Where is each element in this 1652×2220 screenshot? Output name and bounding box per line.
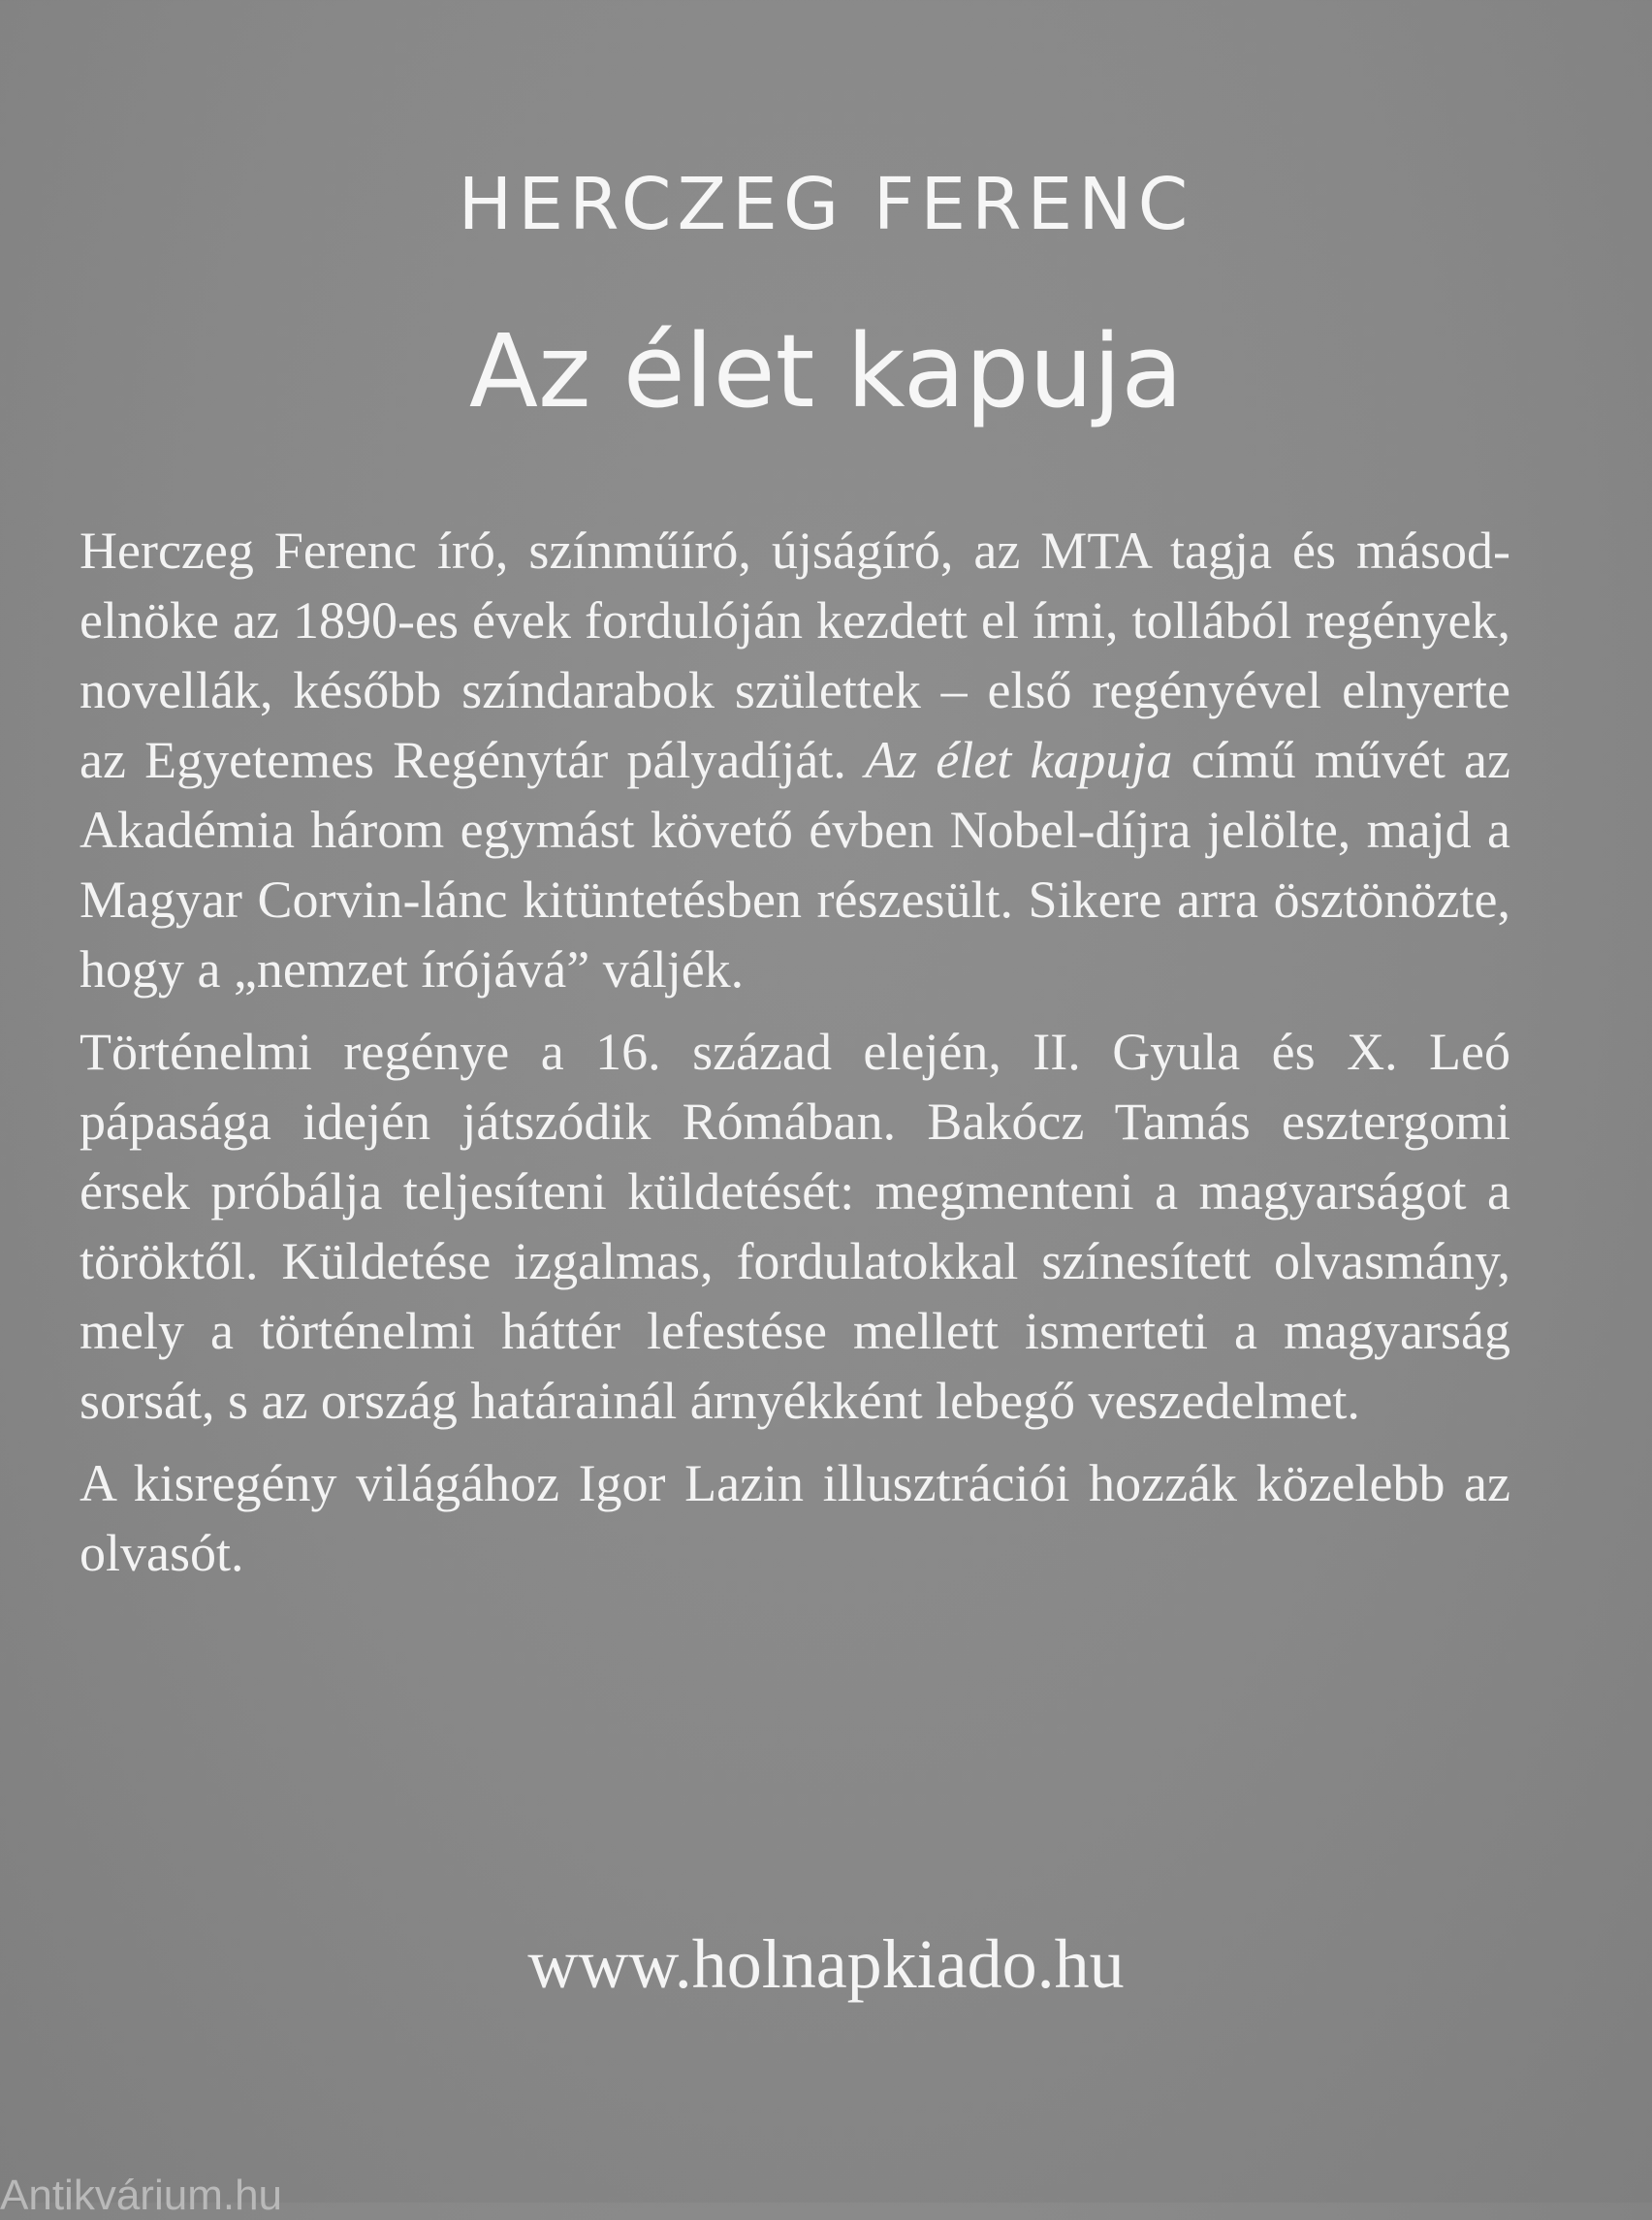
- author-name: HERCZEG FERENC: [458, 163, 1194, 246]
- blurb-paragraph-1: [79, 516, 1510, 1004]
- book-title: Az élet kapuja: [468, 312, 1184, 430]
- blurb-paragraph-1-text-b: című művét az Akadémia három egymást követő évben Nobel-díjra jelölte, majd a Magyar Corvin-lánc kitüntetésben részesült. Sikere arra ösztönözte, hogy a „nemzet írójává” váljék.: [79, 731, 1510, 999]
- watermark-stamp: Antikvárium.hu: [0, 2172, 283, 2219]
- blurb-paragraph-3: A kisregény világához Igor Lazin illusztrációi hozzák közelebb az olvasót.: [79, 1454, 1510, 1582]
- blurb: [79, 516, 1510, 1601]
- publisher-website: www.holnapkiado.hu: [527, 1925, 1125, 2003]
- blurb-paragraph-1-text-a: Herczeg Ferenc író, színműíró, újságíró, az MTA tagja és másodelnöke az 1890-es évek fordulóján kezdett el írni, tollából regények, novellák, később színdarabok születtek – első regényével elnyerte az Egyetemes Regénytár pályadíját.: [79, 522, 1510, 789]
- blurb-paragraph-2: Történelmi regénye a 16. század elején, II. Gyula és X. Leó pápasága idején játszódik Rómában. Bakócz Tamás esztergomi érsek próbálja teljesíteni küldetését: megmenteni a magyarságot a töröktől. Küldetése izgalmas, fordulatokkal színesített olvasmány, mely a történelmi háttér lefestése mellett ismerteti a magyarság sorsát, s az ország határainál árnyékként lebegő veszedelmet.: [79, 1023, 1510, 1430]
- blurb-book-title-italic: Az élet kapuja: [865, 731, 1173, 789]
